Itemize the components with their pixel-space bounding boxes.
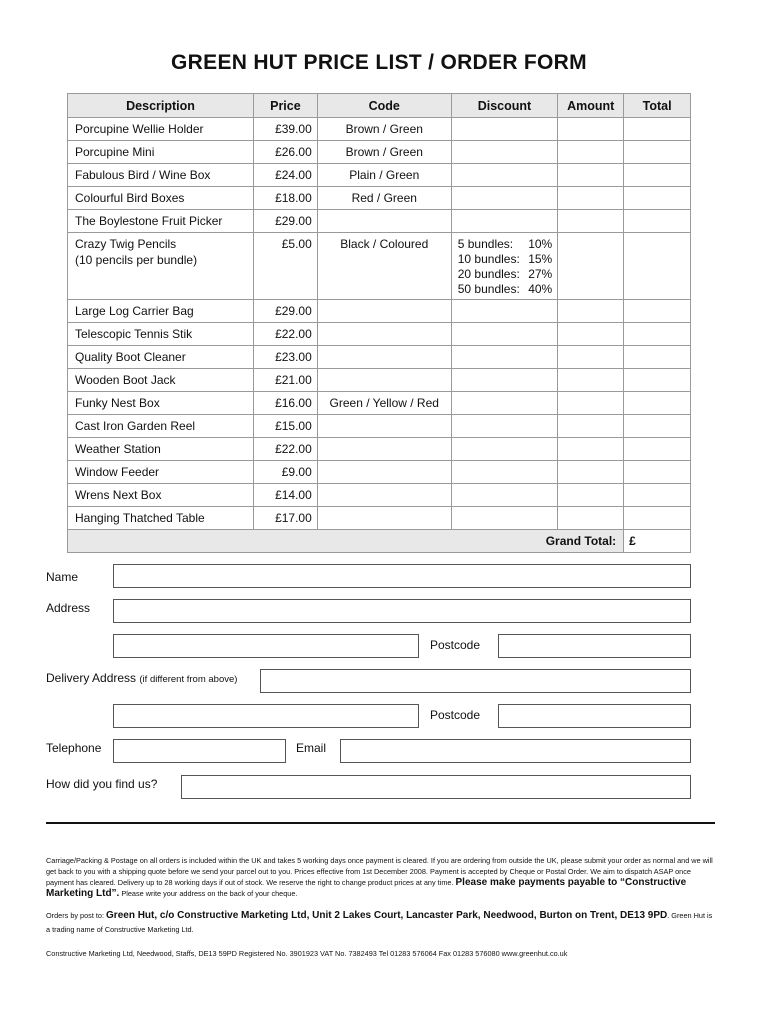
item-code (317, 164, 451, 187)
item-price (254, 300, 318, 323)
item-discount (451, 233, 558, 300)
table-row (68, 187, 691, 210)
table-row (68, 141, 691, 164)
item-name: Window Feeder (75, 465, 160, 479)
item-code (317, 438, 451, 461)
telephone-label: Telephone (46, 741, 102, 755)
price-table (67, 93, 691, 553)
delivery-postcode-label: Postcode (430, 708, 481, 722)
email-field[interactable] (340, 739, 691, 763)
item-price (254, 484, 318, 507)
item-discount (451, 438, 558, 461)
item-code-value (318, 415, 451, 419)
item-total-field[interactable] (624, 141, 691, 164)
item-price-value: £22.00 (275, 442, 312, 456)
item-price (254, 507, 318, 530)
table-row (68, 438, 691, 461)
item-total-field[interactable] (624, 323, 691, 346)
delivery-address-field-line1[interactable] (260, 669, 691, 693)
item-description (68, 210, 254, 233)
item-code (317, 392, 451, 415)
item-price-value: £29.00 (275, 304, 312, 318)
grand-total-label: Grand Total: (68, 530, 624, 553)
telephone-field[interactable] (113, 739, 286, 763)
discount-tier (458, 252, 553, 267)
table-row (68, 323, 691, 346)
item-description (68, 415, 254, 438)
item-code (317, 118, 451, 141)
delivery-address-label (46, 671, 237, 685)
item-price-value: £39.00 (275, 122, 312, 136)
item-total-field[interactable] (624, 300, 691, 323)
item-name: Porcupine Wellie Holder (75, 122, 204, 136)
item-code-value: Brown / Green (345, 122, 423, 136)
item-name: Telescopic Tennis Stik (75, 327, 193, 341)
item-price (254, 233, 318, 300)
item-price-value: £15.00 (275, 419, 312, 433)
item-code (317, 323, 451, 346)
item-amount-field[interactable] (558, 323, 624, 346)
table-row (68, 164, 691, 187)
item-discount (451, 461, 558, 484)
item-code (317, 187, 451, 210)
delivery-postcode-field[interactable] (498, 704, 691, 728)
address-field-line2[interactable] (113, 634, 419, 658)
item-note: (10 pencils per bundle) (75, 253, 198, 267)
post-suffix: . Green Hut is a trading name of Constructive Marketing Ltd. (46, 911, 713, 934)
item-amount-field[interactable] (558, 461, 624, 484)
item-discount (451, 369, 558, 392)
address-label: Address (46, 601, 91, 615)
item-discount (451, 507, 558, 530)
name-field[interactable] (113, 564, 691, 588)
item-total-field[interactable] (624, 484, 691, 507)
item-name: Wrens Next Box (75, 488, 162, 502)
item-name: Wooden Boot Jack (75, 373, 176, 387)
item-code-value: Plain / Green (349, 168, 420, 182)
item-code-value (318, 369, 451, 373)
item-amount-field[interactable] (558, 233, 624, 300)
discount-tier-value: 40% (528, 282, 553, 296)
item-total-field[interactable] (624, 415, 691, 438)
item-code-value: Black / Coloured (340, 237, 429, 251)
item-price (254, 392, 318, 415)
discount-tier (458, 282, 553, 297)
footer-company-details: Constructive Marketing Ltd, Needwood, Staffs, DE13 59PD Registered No. 3901923 VAT No. 7382493 Tel 01283 576064 Fax 01283 576080 www.greenhut.co.uk (46, 949, 568, 958)
divider (46, 822, 715, 824)
postcode-label: Postcode (430, 638, 481, 652)
item-total-field[interactable] (624, 187, 691, 210)
item-discount (451, 392, 558, 415)
item-amount-field[interactable] (558, 438, 624, 461)
item-discount (451, 300, 558, 323)
item-name: Colourful Bird Boxes (75, 191, 185, 205)
item-amount-field[interactable] (558, 300, 624, 323)
item-code (317, 141, 451, 164)
post-prefix: Orders by post to: (46, 911, 104, 920)
item-price-value: £22.00 (275, 327, 312, 341)
item-name: Crazy Twig Pencils (75, 237, 177, 251)
header-total: Total (624, 94, 691, 118)
item-price (254, 346, 318, 369)
item-price (254, 323, 318, 346)
header-price: Price (254, 94, 318, 118)
item-total-field[interactable] (624, 346, 691, 369)
page-title: GREEN HUT PRICE LIST / ORDER FORM (171, 51, 587, 74)
delivery-address-note: (if different from above) (139, 674, 238, 685)
terms-text (46, 855, 718, 899)
item-name: Weather Station (75, 442, 161, 456)
how-found-label: How did you find us? (46, 777, 158, 791)
item-description (68, 461, 254, 484)
item-code-value: Green / Yellow / Red (329, 396, 439, 410)
table-row (68, 392, 691, 415)
item-description (68, 507, 254, 530)
item-code-value (318, 438, 451, 442)
item-total-field[interactable] (624, 210, 691, 233)
header-discount: Discount (451, 94, 558, 118)
item-price-value: £5.00 (281, 237, 312, 251)
delivery-address-field-line2[interactable] (113, 704, 419, 728)
item-discount (451, 141, 558, 164)
item-description (68, 300, 254, 323)
item-discount (451, 187, 558, 210)
how-found-field[interactable] (181, 775, 691, 799)
table-row (68, 300, 691, 323)
item-code (317, 484, 451, 507)
item-total-field[interactable] (624, 392, 691, 415)
discount-tier-label: 10 bundles: (457, 252, 520, 266)
postal-address (46, 909, 718, 937)
item-code-value (318, 323, 451, 327)
discount-tier-label: 50 bundles: (457, 282, 520, 296)
item-amount-field[interactable] (558, 507, 624, 530)
item-price-value: £14.00 (275, 488, 312, 502)
item-price (254, 210, 318, 233)
table-row (68, 415, 691, 438)
item-name: Hanging Thatched Table (75, 511, 205, 525)
table-header-row (68, 94, 691, 118)
item-code (317, 461, 451, 484)
item-price-value: £18.00 (275, 191, 312, 205)
item-total-field[interactable] (624, 233, 691, 300)
item-description (68, 141, 254, 164)
item-discount (451, 415, 558, 438)
item-total-field[interactable] (624, 118, 691, 141)
discount-tier-value: 27% (528, 267, 553, 281)
header-code: Code (317, 94, 451, 118)
item-description (68, 118, 254, 141)
payable-notice: Please make payments payable to “Constructive Marketing Ltd”. (46, 877, 687, 899)
table-row (68, 210, 691, 233)
email-label: Email (296, 741, 327, 755)
name-label: Name (46, 570, 79, 584)
item-price-value: £24.00 (275, 168, 312, 182)
table-row (68, 461, 691, 484)
item-price (254, 461, 318, 484)
item-code-value: Brown / Green (345, 145, 423, 159)
item-amount-field[interactable] (558, 141, 624, 164)
discount-tier-label: 5 bundles: (457, 237, 514, 251)
item-price (254, 141, 318, 164)
item-code-value (318, 346, 451, 350)
item-amount-field[interactable] (558, 187, 624, 210)
item-discount (451, 210, 558, 233)
delivery-address-text: Delivery Address (46, 671, 137, 685)
item-code-value (318, 461, 451, 465)
item-amount-field[interactable] (558, 392, 624, 415)
item-total-field[interactable] (624, 461, 691, 484)
item-price-value: £23.00 (275, 350, 312, 364)
item-amount-field[interactable] (558, 164, 624, 187)
discount-tier-label: 20 bundles: (457, 267, 520, 281)
item-name: The Boylestone Fruit Picker (75, 214, 223, 228)
terms-body: Carriage/Packing & Postage on all orders is included within the UK and takes 5 working days once payment is cleared. If you are ordering from outside the UK, please submit your order as normal and we will get back to you with a shipping quote before we send your parcel out to you. Prices effective from 1st December 2008. Payment is accepted by Cheque or Postal Order. We aim to dispatch ASAP once payment has cleared. Delivery up to 28 working days if out of stock. We reserve the right to change product prices at any time. (46, 856, 713, 887)
item-name: Funky Nest Box (75, 396, 160, 410)
item-description (68, 164, 254, 187)
item-discount (451, 323, 558, 346)
item-description (68, 346, 254, 369)
item-amount-field[interactable] (558, 415, 624, 438)
discount-tier (458, 267, 553, 282)
header-description: Description (68, 94, 254, 118)
item-price-value: £16.00 (275, 396, 312, 410)
item-price (254, 187, 318, 210)
item-code (317, 346, 451, 369)
item-price-value: £26.00 (275, 145, 312, 159)
item-amount-field[interactable] (558, 484, 624, 507)
discount-tier (458, 237, 553, 252)
item-price-value: £9.00 (281, 465, 312, 479)
grand-total-value[interactable]: £ (624, 530, 691, 553)
item-amount-field[interactable] (558, 210, 624, 233)
item-name: Large Log Carrier Bag (75, 304, 194, 318)
item-discount (451, 484, 558, 507)
item-discount (451, 118, 558, 141)
item-code (317, 507, 451, 530)
item-code (317, 415, 451, 438)
item-amount-field[interactable] (558, 346, 624, 369)
payable-note: Please write your address on the back of your cheque. (121, 889, 298, 898)
item-amount-field[interactable] (558, 369, 624, 392)
item-code (317, 369, 451, 392)
item-description (68, 484, 254, 507)
item-price (254, 415, 318, 438)
item-total-field[interactable] (624, 438, 691, 461)
table-row (68, 369, 691, 392)
discount-tiers (452, 233, 558, 297)
address-field-line1[interactable] (113, 599, 691, 623)
item-price-value: £17.00 (275, 511, 312, 525)
postcode-field[interactable] (498, 634, 691, 658)
item-code-value (318, 300, 451, 304)
item-price-value: £29.00 (275, 214, 312, 228)
item-name: Cast Iron Garden Reel (75, 419, 196, 433)
item-total-field[interactable] (624, 164, 691, 187)
item-code (317, 300, 451, 323)
item-code (317, 210, 451, 233)
item-price (254, 438, 318, 461)
table-row (68, 346, 691, 369)
item-amount-field[interactable] (558, 118, 624, 141)
item-price-value: £21.00 (275, 373, 312, 387)
item-description (68, 392, 254, 415)
item-total-field[interactable] (624, 369, 691, 392)
item-code-value (318, 210, 451, 214)
header-amount: Amount (558, 94, 624, 118)
item-name: Fabulous Bird / Wine Box (75, 168, 211, 182)
table-row (68, 507, 691, 530)
item-description (68, 369, 254, 392)
table-row (68, 233, 691, 300)
item-discount (451, 346, 558, 369)
item-total-field[interactable] (624, 507, 691, 530)
table-row (68, 484, 691, 507)
item-code (317, 233, 451, 300)
item-description (68, 233, 254, 300)
item-code-value: Red / Green (351, 191, 417, 205)
grand-total-row (68, 530, 691, 553)
item-name: Porcupine Mini (75, 145, 155, 159)
table-row (68, 118, 691, 141)
item-description (68, 438, 254, 461)
item-code-value (318, 507, 451, 511)
item-name: Quality Boot Cleaner (75, 350, 186, 364)
item-discount (451, 164, 558, 187)
item-description (68, 323, 254, 346)
item-price (254, 164, 318, 187)
discount-tier-value: 10% (528, 237, 553, 251)
discount-tier-value: 15% (528, 252, 553, 266)
item-price (254, 369, 318, 392)
item-code-value (318, 484, 451, 488)
post-address: Green Hut, c/o Constructive Marketing Ltd, Unit 2 Lakes Court, Lancaster Park, Needwood, Burton on Trent, DE13 9PD (106, 910, 668, 921)
item-description (68, 187, 254, 210)
item-price (254, 118, 318, 141)
